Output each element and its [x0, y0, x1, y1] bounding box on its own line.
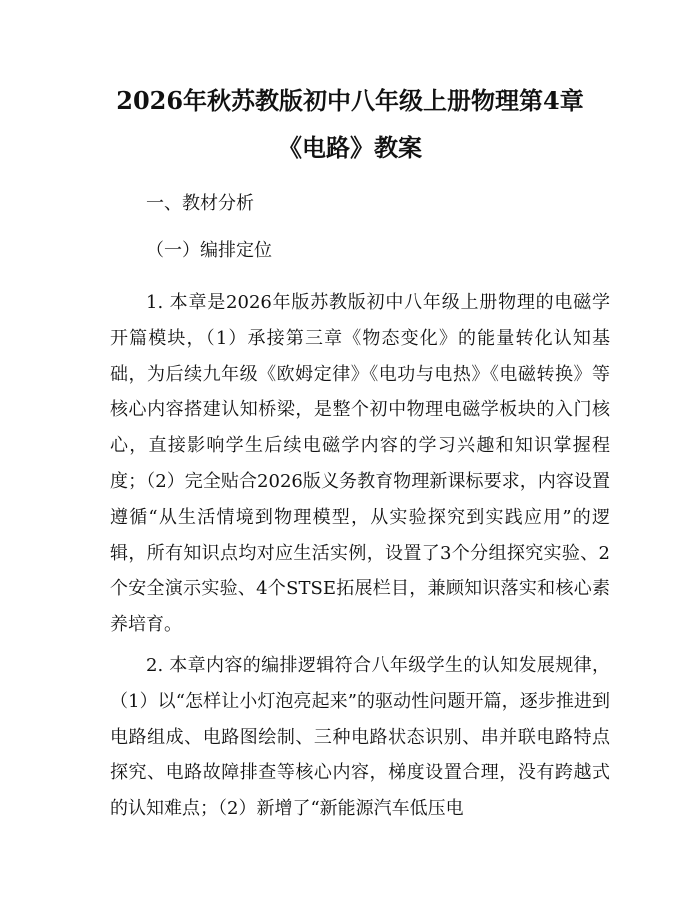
paragraph-1: 1. 本章是2026年版苏教版初中八年级上册物理的电磁学开篇模块，（1）承接第三章《物态变化》的能量转化认知基础，为后续九年级《欧姆定律》《电功与电热》《电磁转换》等核心内容搭建认知桥梁，是整个初中物理电磁学板块的入门核心，直接影响学生后续电磁学内容的学习兴趣和知识掌握程度；（2）完全贴合2026版义务教育物理新课标要求，内容设置遵循“从生活情境到物理模型，从实验探究到实践应用”的逻辑，所有知识点均对应生活实例，设置了3个分组探究实验、2个安全演示实验、4个STSE拓展栏目，兼顾知识落实和核心素养培育。 [110, 292, 610, 636]
paragraph-2: 2. 本章内容的编排逻辑符合八年级学生的认知发展规律，（1）以“怎样让小灯泡亮起来”的驱动性问题开篇，逐步推进到电路组成、电路图绘制、三种电路状态识别、串并联电路特点探究、电路故障排查等核心内容，梯度设置合理，没有跨越式的认知难点；（2）新增了“新能源汽车低压电 [110, 655, 610, 820]
document-title-line-2: 《电路》教案 [278, 133, 422, 162]
document-title-line-1: 2026年秋苏教版初中八年级上册物理第4章 [116, 86, 584, 115]
section-heading: 一、教材分析 [146, 193, 254, 214]
subsection-heading: （一）编排定位 [146, 240, 272, 261]
